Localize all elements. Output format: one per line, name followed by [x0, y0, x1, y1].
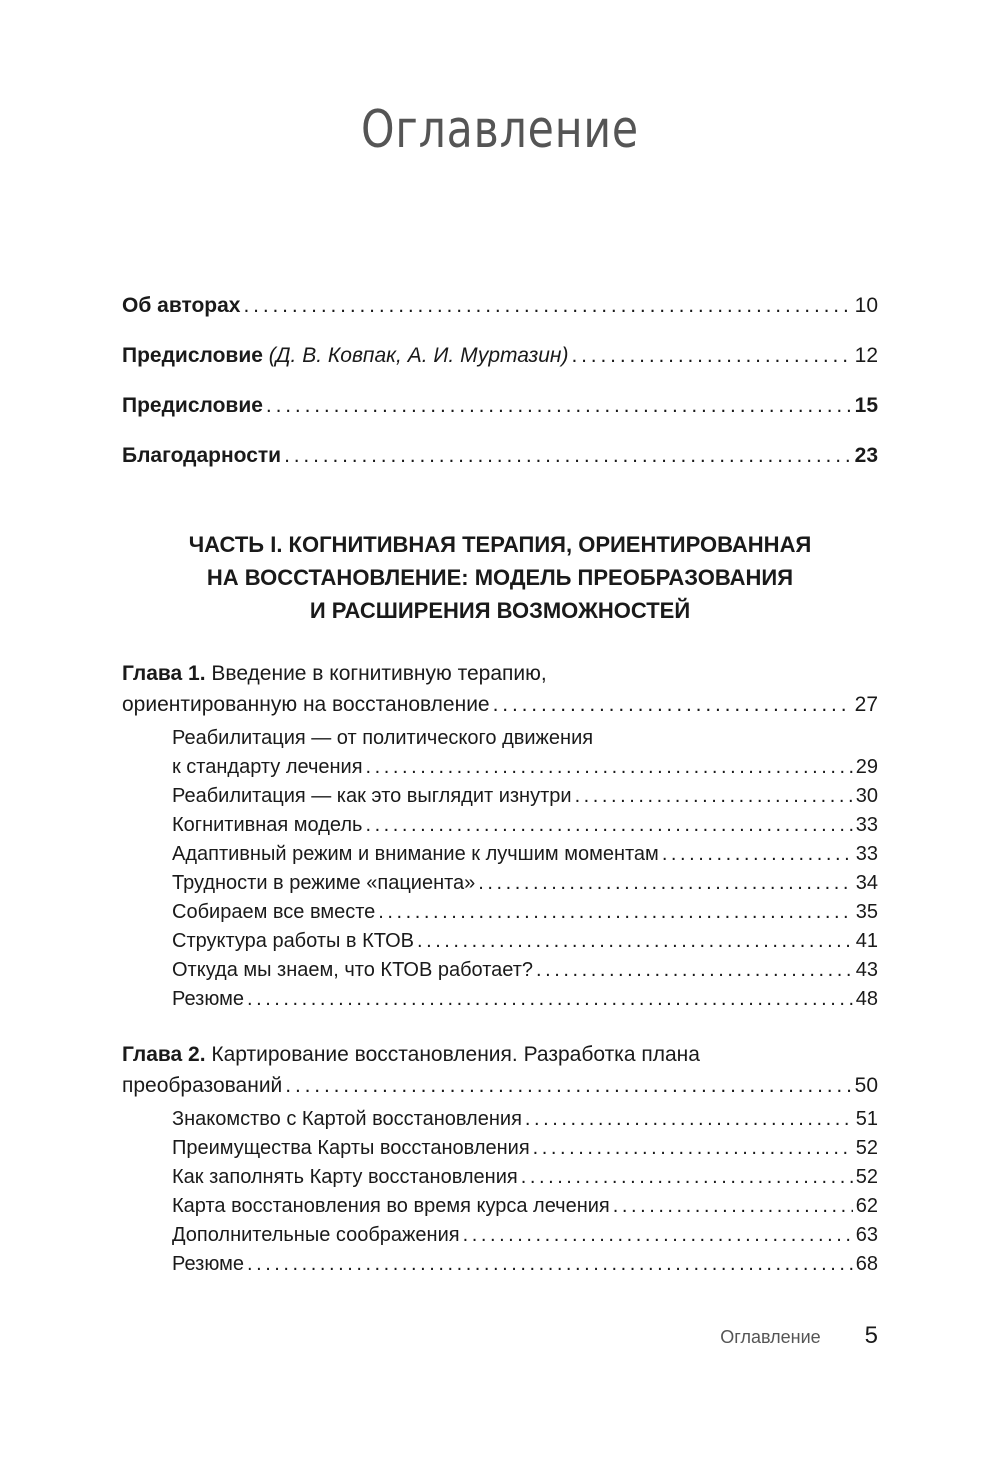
entry-title: Резюме — [172, 988, 244, 1010]
toc-entry-preface[interactable] — [122, 391, 878, 420]
entry-title: преобразований — [122, 1074, 283, 1097]
entry-page: 33 — [855, 843, 878, 865]
chapter-label: Глава 2. — [122, 1043, 206, 1066]
dot-leader — [285, 1070, 851, 1101]
part-heading-line: И РАСШИРЕНИЯ ВОЗМОЖНОСТЕЙ — [309, 598, 691, 623]
dot-leader — [525, 1105, 853, 1134]
entry-title: Преимущества Карты восстановления — [172, 1137, 530, 1159]
entry-title: Реабилитация — как это выглядит изнутри — [172, 785, 572, 807]
toc-entry-chapter-2[interactable] — [122, 1070, 878, 1101]
dot-leader — [365, 811, 852, 840]
page-number: 5 — [864, 1322, 878, 1349]
entry-title: Об авторах — [122, 294, 241, 317]
entry-title: Резюме — [172, 1253, 244, 1275]
entry-title: Дополнительные соображения — [172, 1224, 460, 1246]
dot-leader — [463, 1221, 853, 1250]
entry-page: 43 — [855, 959, 878, 981]
toc-entry-section[interactable] — [172, 1250, 878, 1279]
entry-page: 63 — [855, 1224, 878, 1246]
toc-chapter-1 — [122, 658, 878, 1014]
dot-leader — [247, 985, 853, 1014]
toc-entry-section[interactable] — [172, 869, 878, 898]
toc-entry-section[interactable] — [172, 985, 878, 1014]
entry-title-line: Реабилитация — от политического движения — [172, 727, 594, 749]
toc-entry-section[interactable] — [172, 1163, 878, 1192]
dot-leader — [575, 782, 853, 811]
entry-title: Предисловие — [122, 344, 263, 367]
entry-page: 41 — [855, 930, 878, 952]
entry-title: Карта восстановления во время курса лечения — [172, 1195, 610, 1217]
toc-entry-section[interactable] — [172, 782, 878, 811]
entry-page: 52 — [855, 1137, 878, 1159]
dot-leader — [533, 1134, 853, 1163]
toc-entry-section[interactable] — [172, 927, 878, 956]
toc-entry-about-authors[interactable] — [122, 291, 878, 320]
dot-leader — [493, 689, 852, 720]
part-heading — [0, 528, 1000, 627]
toc-entry-section[interactable] — [172, 1192, 878, 1221]
part-heading-line: ЧАСТЬ I. КОГНИТИВНАЯ ТЕРАПИЯ, ОРИЕНТИРОВАННАЯ — [188, 532, 812, 557]
entry-page: 62 — [855, 1195, 878, 1217]
toc-entry-section[interactable] — [172, 1134, 878, 1163]
entry-title: Структура работы в КТОВ — [172, 930, 414, 952]
page-footer — [720, 1322, 878, 1350]
dot-leader — [536, 956, 853, 985]
entry-page: 10 — [854, 294, 878, 317]
toc-chapter-2 — [122, 1039, 878, 1279]
dot-leader — [417, 927, 853, 956]
page-title: Оглавление — [360, 100, 639, 160]
dot-leader — [478, 869, 852, 898]
entry-page: 52 — [855, 1166, 878, 1188]
entry-page: 12 — [854, 344, 878, 367]
entry-title: Как заполнять Карту восстановления — [172, 1166, 518, 1188]
entry-page: 30 — [855, 785, 878, 807]
entry-page: 29 — [855, 756, 878, 778]
chapter-title-line: Глава 1. Введение в когнитивную терапию, — [122, 662, 547, 685]
entry-page: 35 — [855, 901, 878, 923]
entry-page: 15 — [854, 394, 878, 417]
dot-leader — [662, 840, 853, 869]
entry-page: 23 — [854, 444, 878, 467]
dot-leader — [613, 1192, 853, 1221]
toc-entry-section[interactable] — [172, 1221, 878, 1250]
entry-title: ориентированную на восстановление — [122, 693, 490, 716]
toc-front-matter — [122, 291, 878, 491]
chapter-label: Глава 1. — [122, 662, 206, 685]
toc-entry-chapter-1[interactable] — [122, 689, 878, 720]
toc-entry-section[interactable] — [172, 840, 878, 869]
dot-leader — [571, 341, 851, 370]
part-heading-line: НА ВОССТАНОВЛЕНИЕ: МОДЕЛЬ ПРЕОБРАЗОВАНИЯ — [206, 565, 794, 590]
entry-page: 33 — [855, 814, 878, 836]
toc-entry-section[interactable] — [172, 811, 878, 840]
entry-title: Откуда мы знаем, что КТОВ работает? — [172, 959, 534, 981]
entry-title: Собираем все вместе — [172, 901, 376, 923]
entry-page: 48 — [855, 988, 878, 1010]
toc-entry-preface-translators[interactable] — [122, 341, 878, 370]
dot-leader — [266, 391, 852, 420]
entry-title: Адаптивный режим и внимание к лучшим моментам — [172, 843, 659, 865]
dot-leader — [284, 441, 852, 470]
entry-title: Трудности в режиме «пациента» — [172, 872, 476, 894]
toc-entry-section[interactable] — [172, 1105, 878, 1134]
dot-leader — [378, 898, 852, 927]
entry-title: Когнитивная модель — [172, 814, 363, 836]
toc-entry-section[interactable] — [172, 956, 878, 985]
entry-page: 34 — [855, 872, 878, 894]
entry-note: (Д. В. Ковпак, А. И. Муртазин) — [268, 344, 569, 367]
entry-page: 27 — [854, 693, 878, 716]
entry-title: к стандарту лечения — [172, 756, 363, 778]
chapter-title-line: Глава 2. Картирование восстановления. Разработка плана — [122, 1043, 700, 1066]
toc-entry-acknowledgements[interactable] — [122, 441, 878, 470]
dot-leader — [243, 291, 851, 320]
entry-title: Знакомство с Картой восстановления — [172, 1108, 522, 1130]
dot-leader — [247, 1250, 853, 1279]
entry-page: 68 — [855, 1253, 878, 1275]
entry-title: Благодарности — [122, 444, 282, 467]
entry-title: Предисловие — [122, 394, 263, 417]
dot-leader — [366, 753, 853, 782]
toc-entry-section[interactable] — [172, 898, 878, 927]
running-title: Оглавление — [720, 1327, 821, 1347]
dot-leader — [521, 1163, 853, 1192]
entry-page: 51 — [855, 1108, 878, 1130]
toc-entry-section[interactable] — [172, 724, 878, 782]
entry-page: 50 — [854, 1074, 878, 1097]
